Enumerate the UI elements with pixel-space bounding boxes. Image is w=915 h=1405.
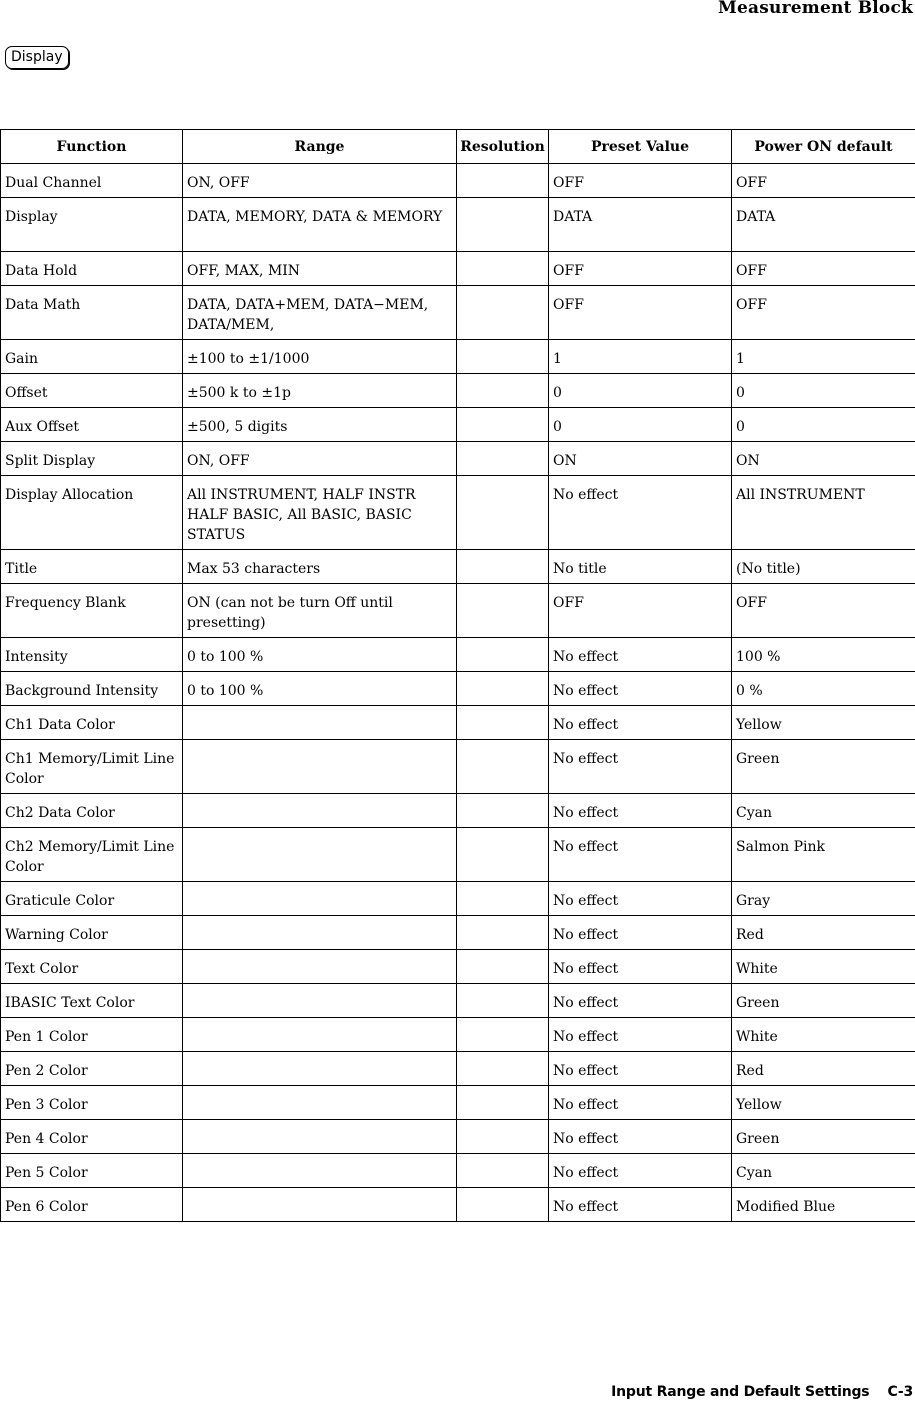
cell-preset-value: 0 (549, 408, 732, 442)
cell-power-on-default: Green (732, 1120, 915, 1154)
cell-power-on-default: DATA (732, 198, 915, 252)
cell-power-on-default: 100 % (732, 638, 915, 672)
cell-function: Text Color (1, 950, 183, 984)
cell-preset-value: OFF (549, 584, 732, 638)
cell-power-on-default: 0 % (732, 672, 915, 706)
cell-function: Warning Color (1, 916, 183, 950)
cell-power-on-default: OFF (732, 286, 915, 340)
table-row (1, 638, 915, 672)
cell-power-on-default: Gray (732, 882, 915, 916)
cell-range (183, 1052, 457, 1086)
cell-preset-value: No effect (549, 740, 732, 794)
cell-range: DATA, MEMORY, DATA & MEMORY (183, 198, 457, 252)
cell-function: Graticule Color (1, 882, 183, 916)
cell-power-on-default: All INSTRUMENT (732, 476, 915, 550)
table-row (1, 1018, 915, 1052)
table-row (1, 1052, 915, 1086)
cell-resolution (457, 1086, 549, 1120)
cell-range: ON (can not be turn Off until presetting) (183, 584, 457, 638)
cell-function: Pen 2 Color (1, 1052, 183, 1086)
cell-power-on-default: OFF (732, 252, 915, 286)
cell-function: Gain (1, 340, 183, 374)
cell-resolution (457, 794, 549, 828)
cell-preset-value: 1 (549, 340, 732, 374)
cell-range: 0 to 100 % (183, 638, 457, 672)
cell-resolution (457, 1120, 549, 1154)
cell-function: Pen 1 Color (1, 1018, 183, 1052)
cell-function: Data Hold (1, 252, 183, 286)
cell-preset-value: No effect (549, 1018, 732, 1052)
cell-resolution (457, 1018, 549, 1052)
cell-resolution (457, 198, 549, 252)
column-header-power-on-default: Power ON default (732, 130, 915, 164)
cell-range: All INSTRUMENT, HALF INSTR HALF BASIC, All BASIC, BASIC STATUS (183, 476, 457, 550)
cell-power-on-default: Green (732, 740, 915, 794)
cell-resolution (457, 916, 549, 950)
cell-preset-value: OFF (549, 164, 732, 198)
cell-preset-value: No effect (549, 1188, 732, 1222)
cell-preset-value: No effect (549, 984, 732, 1018)
table-row (1, 1188, 915, 1222)
table-row (1, 476, 915, 550)
cell-resolution (457, 1154, 549, 1188)
cell-function: Ch2 Data Color (1, 794, 183, 828)
display-key-label: Display (5, 46, 69, 69)
cell-resolution (457, 1052, 549, 1086)
cell-range: ±500, 5 digits (183, 408, 457, 442)
cell-preset-value: No effect (549, 794, 732, 828)
cell-function: Pen 4 Color (1, 1120, 183, 1154)
table-row (1, 828, 915, 882)
cell-power-on-default: 0 (732, 408, 915, 442)
cell-power-on-default: Yellow (732, 1086, 915, 1120)
cell-function: Display (1, 198, 183, 252)
table-row (1, 198, 915, 252)
cell-power-on-default: 0 (732, 374, 915, 408)
cell-function: Offset (1, 374, 183, 408)
cell-resolution (457, 252, 549, 286)
table-row (1, 882, 915, 916)
cell-resolution (457, 706, 549, 740)
cell-resolution (457, 1188, 549, 1222)
default-settings-table (0, 129, 915, 1222)
cell-power-on-default: Cyan (732, 1154, 915, 1188)
cell-resolution (457, 164, 549, 198)
cell-preset-value: No effect (549, 916, 732, 950)
table-row (1, 672, 915, 706)
table-row (1, 1154, 915, 1188)
cell-range (183, 1188, 457, 1222)
table-row (1, 916, 915, 950)
cell-resolution (457, 740, 549, 794)
cell-range (183, 828, 457, 882)
cell-power-on-default: OFF (732, 164, 915, 198)
table-row (1, 164, 915, 198)
cell-resolution (457, 584, 549, 638)
cell-function: Aux Offset (1, 408, 183, 442)
cell-power-on-default: White (732, 1018, 915, 1052)
cell-preset-value: No effect (549, 476, 732, 550)
cell-power-on-default: Salmon Pink (732, 828, 915, 882)
cell-function: Data Math (1, 286, 183, 340)
table-row (1, 408, 915, 442)
footer-page-number: C-3 (887, 1384, 913, 1400)
cell-power-on-default: Green (732, 984, 915, 1018)
table-row (1, 1120, 915, 1154)
cell-preset-value: No effect (549, 1154, 732, 1188)
cell-power-on-default: Cyan (732, 794, 915, 828)
cell-preset-value: No effect (549, 950, 732, 984)
table-row (1, 340, 915, 374)
cell-preset-value: No effect (549, 638, 732, 672)
cell-function: Dual Channel (1, 164, 183, 198)
table-row (1, 740, 915, 794)
footer-section-title: Input Range and Default Settings (611, 1384, 870, 1400)
column-header-range: Range (183, 130, 457, 164)
cell-power-on-default: 1 (732, 340, 915, 374)
cell-range: ±100 to ±1/1000 (183, 340, 457, 374)
cell-preset-value: No effect (549, 706, 732, 740)
cell-power-on-default: Red (732, 916, 915, 950)
cell-range: DATA, DATA+MEM, DATA−MEM, DATA/MEM, (183, 286, 457, 340)
cell-function: Ch2 Memory/Limit Line Color (1, 828, 183, 882)
cell-range: ON, OFF (183, 164, 457, 198)
cell-range (183, 740, 457, 794)
cell-range (183, 1154, 457, 1188)
column-header-function: Function (1, 130, 183, 164)
cell-resolution (457, 950, 549, 984)
table-row (1, 1086, 915, 1120)
table-row (1, 584, 915, 638)
column-header-preset-value: Preset Value (549, 130, 732, 164)
cell-resolution (457, 984, 549, 1018)
cell-range: ±500 k to ±1p (183, 374, 457, 408)
cell-power-on-default: Modified Blue (732, 1188, 915, 1222)
cell-resolution (457, 828, 549, 882)
cell-range: Max 53 characters (183, 550, 457, 584)
cell-function: IBASIC Text Color (1, 984, 183, 1018)
cell-function: Title (1, 550, 183, 584)
cell-resolution (457, 672, 549, 706)
cell-function: Split Display (1, 442, 183, 476)
table-row (1, 374, 915, 408)
cell-range: OFF, MAX, MIN (183, 252, 457, 286)
cell-function: Display Allocation (1, 476, 183, 550)
page-footer (611, 1384, 913, 1400)
cell-resolution (457, 550, 549, 584)
cell-function: Pen 3 Color (1, 1086, 183, 1120)
cell-range (183, 984, 457, 1018)
cell-power-on-default: ON (732, 442, 915, 476)
cell-resolution (457, 476, 549, 550)
cell-power-on-default: Red (732, 1052, 915, 1086)
cell-range: 0 to 100 % (183, 672, 457, 706)
cell-function: Background Intensity (1, 672, 183, 706)
cell-resolution (457, 882, 549, 916)
table-row (1, 984, 915, 1018)
cell-preset-value: No effect (549, 1120, 732, 1154)
cell-preset-value: No title (549, 550, 732, 584)
cell-range (183, 916, 457, 950)
table-row (1, 706, 915, 740)
table-row (1, 286, 915, 340)
cell-resolution (457, 340, 549, 374)
cell-power-on-default: White (732, 950, 915, 984)
page-header-title: Measurement Block (718, 0, 913, 18)
cell-range (183, 794, 457, 828)
cell-range (183, 950, 457, 984)
cell-function: Ch1 Memory/Limit Line Color (1, 740, 183, 794)
cell-function: Pen 6 Color (1, 1188, 183, 1222)
cell-preset-value: 0 (549, 374, 732, 408)
cell-preset-value: No effect (549, 672, 732, 706)
cell-resolution (457, 638, 549, 672)
table-row (1, 794, 915, 828)
column-header-resolution: Resolution (457, 130, 549, 164)
cell-preset-value: No effect (549, 882, 732, 916)
cell-range (183, 706, 457, 740)
cell-preset-value: No effect (549, 1052, 732, 1086)
cell-preset-value: ON (549, 442, 732, 476)
cell-power-on-default: Yellow (732, 706, 915, 740)
cell-preset-value: OFF (549, 286, 732, 340)
table-row (1, 950, 915, 984)
cell-preset-value: OFF (549, 252, 732, 286)
cell-resolution (457, 286, 549, 340)
cell-power-on-default: OFF (732, 584, 915, 638)
cell-preset-value: No effect (549, 828, 732, 882)
table-row (1, 550, 915, 584)
cell-range (183, 1120, 457, 1154)
cell-function: Frequency Blank (1, 584, 183, 638)
cell-preset-value: No effect (549, 1086, 732, 1120)
cell-resolution (457, 408, 549, 442)
cell-resolution (457, 442, 549, 476)
cell-range (183, 1086, 457, 1120)
cell-function: Pen 5 Color (1, 1154, 183, 1188)
cell-range (183, 1018, 457, 1052)
table-row (1, 252, 915, 286)
cell-range: ON, OFF (183, 442, 457, 476)
table-header-row (1, 130, 915, 164)
cell-power-on-default: (No title) (732, 550, 915, 584)
cell-function: Ch1 Data Color (1, 706, 183, 740)
cell-range (183, 882, 457, 916)
cell-preset-value: DATA (549, 198, 732, 252)
cell-resolution (457, 374, 549, 408)
cell-function: Intensity (1, 638, 183, 672)
table-row (1, 442, 915, 476)
